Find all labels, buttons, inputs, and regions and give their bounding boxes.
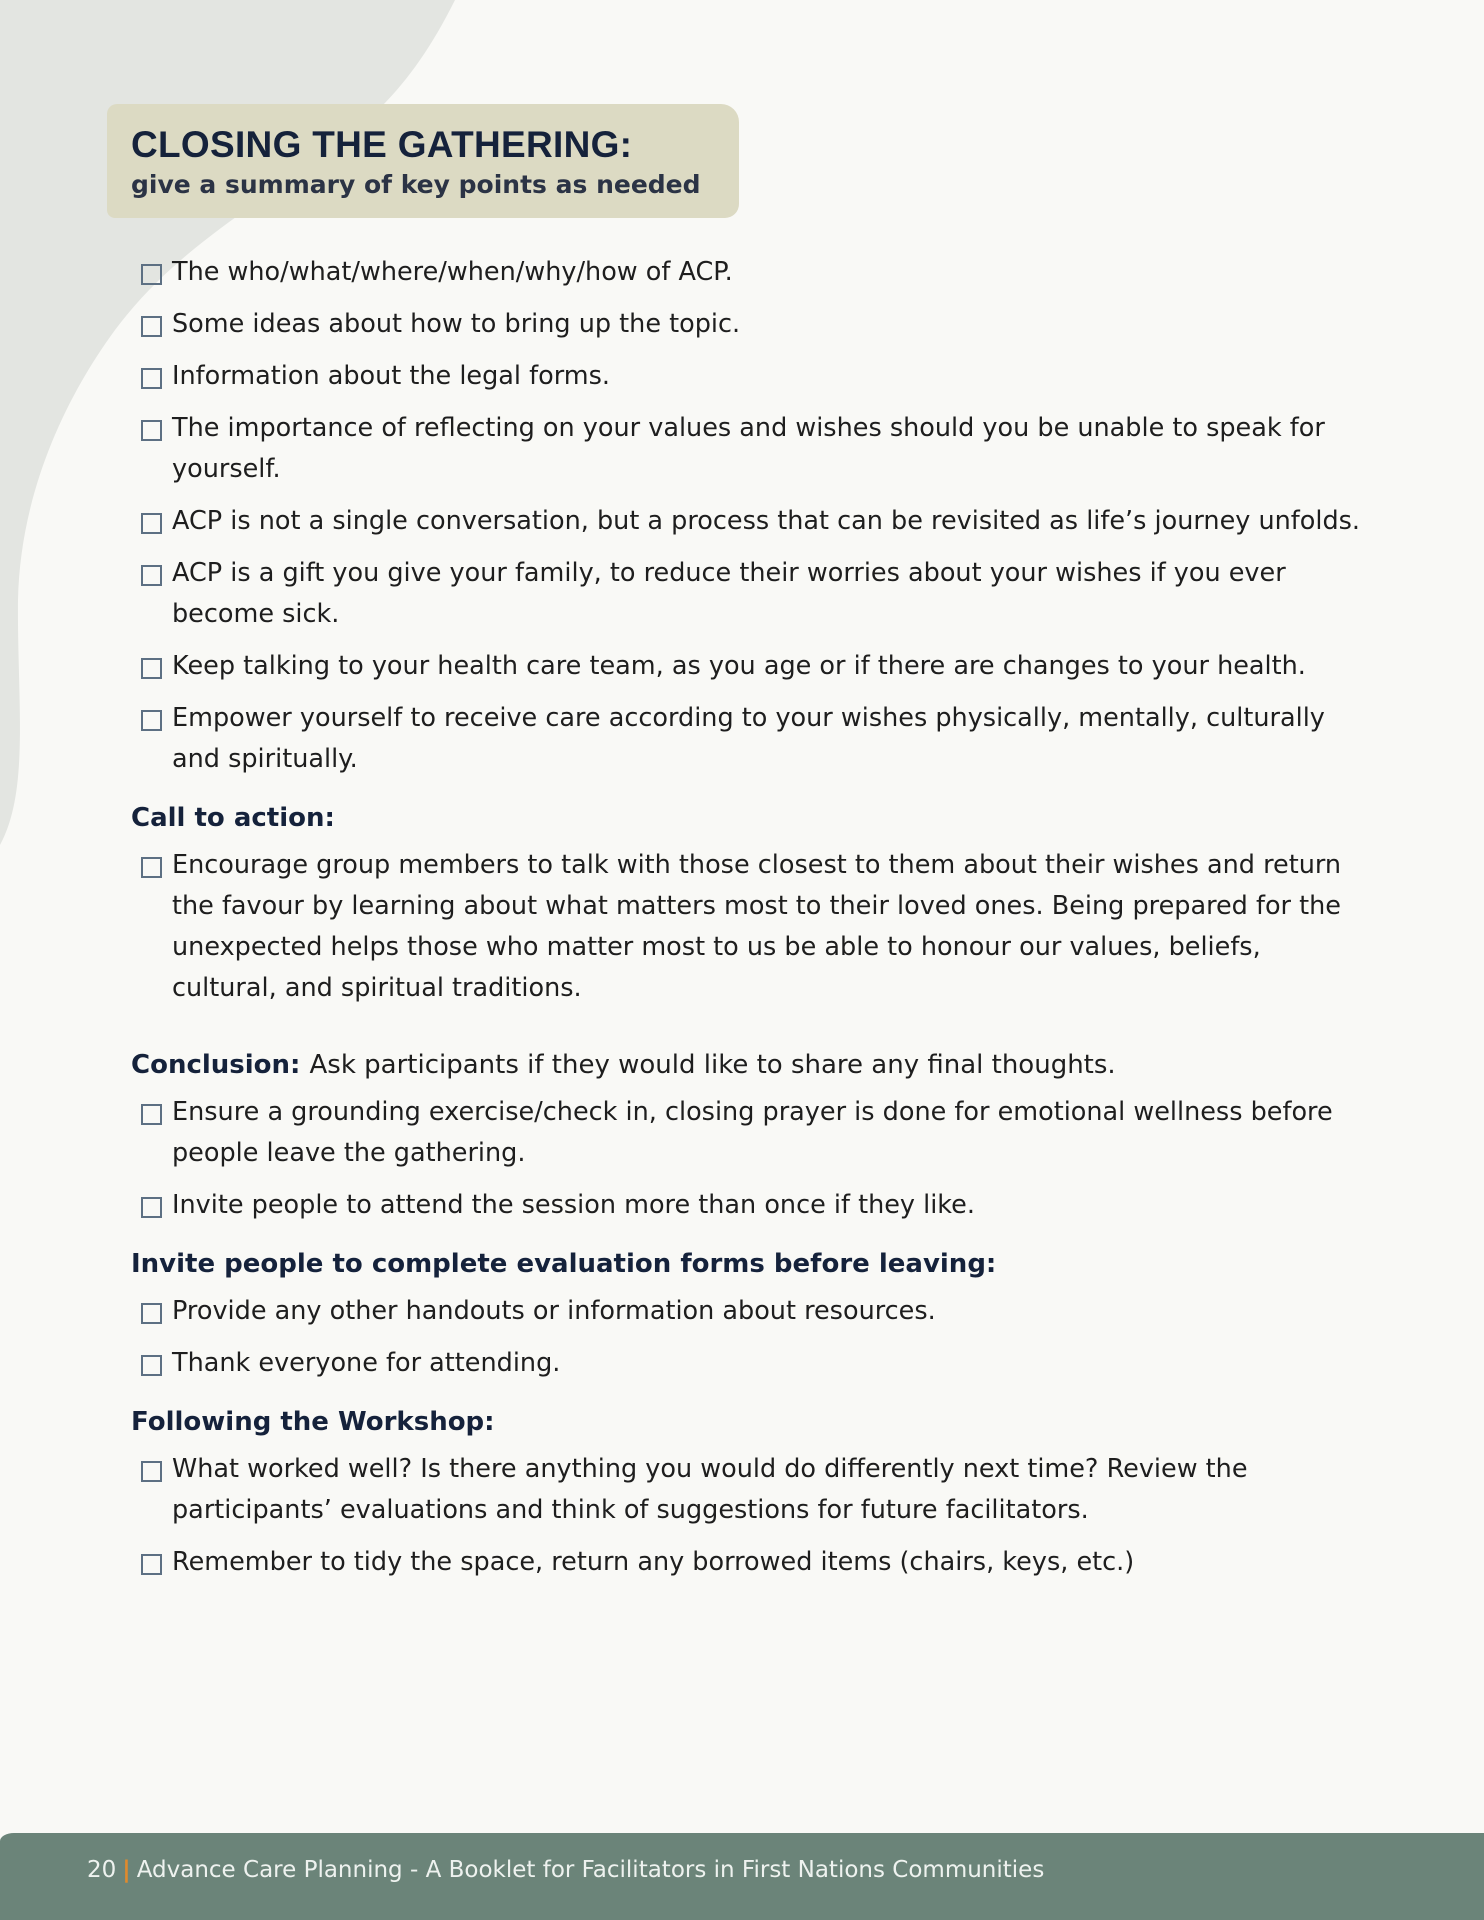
checklist-item-text: Thank everyone for attending. (172, 1348, 561, 1378)
checkbox[interactable] (141, 420, 162, 441)
checkbox[interactable] (141, 368, 162, 389)
checklist-item (131, 1343, 1361, 1384)
checklist-item-text: Keep talking to your health care team, as you age or if there are changes to your health. (172, 651, 1306, 681)
checkbox[interactable] (141, 513, 162, 534)
checklist-item (131, 356, 1361, 397)
checkbox[interactable] (141, 857, 162, 878)
checklist-item-text: What worked well? Is there anything you would do differently next time? Review the participants’ evaluations and think of suggestions for future facilitators. (172, 1454, 1248, 1525)
conclusion-label: Conclusion: (131, 1050, 301, 1080)
checklist-item-text: Some ideas about how to bring up the topic. (172, 309, 741, 339)
checklist-item-text: Encourage group members to talk with those closest to them about their wishes and return the favour by learning about what matters most to their loved ones. Being prepared for the unexpected helps those who matter most to us be able to honour our values, beliefs, cultural, and spiritual traditions. (172, 850, 1342, 1003)
page-number: 20 (87, 1857, 117, 1883)
call-to-action-heading: Call to action: (131, 803, 335, 833)
checklist-item-text: Remember to tidy the space, return any borrowed items (chairs, keys, etc.) (172, 1547, 1135, 1577)
checklist-item (131, 408, 1361, 490)
checklist-item (131, 646, 1361, 687)
checklist-item (131, 252, 1361, 293)
checklist-item-text: ACP is a gift you give your family, to reduce their worries about your wishes if you ever become sick. (172, 558, 1286, 629)
checkbox[interactable] (141, 1104, 162, 1125)
checklist-item-text: The who/what/where/when/why/how of ACP. (172, 257, 733, 287)
checklist-item-text: Ensure a grounding exercise/check in, closing prayer is done for emotional wellness before people leave the gathering. (172, 1097, 1333, 1168)
checklist-item (131, 1291, 1361, 1332)
checklist-item (131, 1449, 1361, 1531)
summary-checklist (131, 252, 1361, 780)
following-workshop-heading: Following the Workshop: (131, 1407, 495, 1437)
checklist-item-text: The importance of reflecting on your values and wishes should you be unable to speak for yourself. (172, 413, 1325, 484)
checklist-item-text: Information about the legal forms. (172, 361, 610, 391)
checklist-item (131, 845, 1361, 1009)
evaluation-heading: Invite people to complete evaluation forms before leaving: (131, 1249, 997, 1279)
conclusion-intro: Ask participants if they would like to share any final thoughts. (309, 1050, 1116, 1080)
checkbox[interactable] (141, 1461, 162, 1482)
page-title: CLOSING THE GATHERING: (131, 124, 633, 165)
checklist-item-text: Empower yourself to receive care according to your wishes physically, mentally, culturally and spiritually. (172, 703, 1325, 774)
checkbox[interactable] (141, 710, 162, 731)
checklist-item (131, 501, 1361, 542)
checklist-content (131, 252, 1361, 1594)
footer-separator: | (122, 1857, 131, 1883)
checkbox[interactable] (141, 316, 162, 337)
checklist-item (131, 553, 1361, 635)
checkbox[interactable] (141, 565, 162, 586)
checkbox[interactable] (141, 1303, 162, 1324)
checklist-item-text: Invite people to attend the session more than once if they like. (172, 1190, 975, 1220)
checklist-item-text: Provide any other handouts or information about resources. (172, 1296, 936, 1326)
conclusion-heading (131, 1045, 1361, 1085)
footer-text (87, 1855, 1044, 1885)
checkbox[interactable] (141, 1355, 162, 1376)
checkbox[interactable] (141, 264, 162, 285)
checklist-item (131, 1092, 1361, 1174)
checklist-item (131, 698, 1361, 780)
page-footer (0, 1833, 1484, 1920)
checkbox[interactable] (141, 1554, 162, 1575)
checklist-item (131, 304, 1361, 345)
footer-title: Advance Care Planning - A Booklet for Facilitators in First Nations Communities (136, 1857, 1045, 1883)
section-header-box (107, 104, 739, 218)
checklist-item (131, 1542, 1361, 1583)
checkbox[interactable] (141, 658, 162, 679)
checkbox[interactable] (141, 1197, 162, 1218)
checklist-item-text: ACP is not a single conversation, but a process that can be revisited as life’s journey unfolds. (172, 506, 1361, 536)
page-subtitle: give a summary of key points as needed (131, 170, 701, 199)
checklist-item (131, 1185, 1361, 1226)
